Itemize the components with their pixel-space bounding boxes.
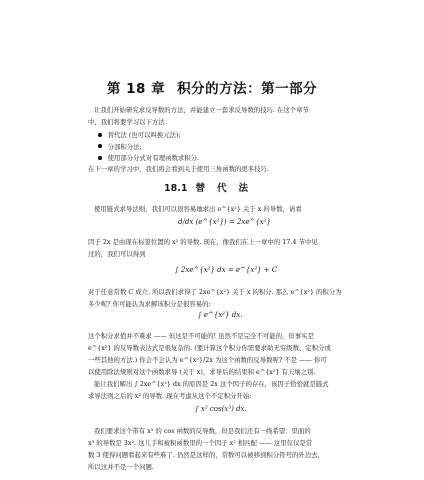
equation-3: ∫ e^{x²} dx. — [198, 311, 243, 319]
chapter-title: 积分的方法：第一部分 — [177, 81, 318, 97]
method-list — [98, 129, 348, 164]
bullet-icon — [98, 156, 102, 160]
intro-line-1: 让我们开始研究求反导数的方法，并能建立一套求反导数的技巧. 在这个章节 — [94, 106, 309, 114]
section-number: 18.1 — [164, 183, 188, 194]
equation-2: ∫ 2xe^{x²} dx = e^{x²} + C — [175, 266, 278, 274]
bullet-icon — [98, 133, 102, 137]
list-item: 使用部分分式对有理函数求积分. — [98, 152, 348, 164]
section-heading — [0, 180, 424, 194]
paragraph-2: 因子 2x 是由现在标签位置的 x² 的导数. 现在，像我们在上一章中的 17.4 节中见 过的，我们可以得到 — [88, 238, 318, 258]
bullet-icon — [98, 144, 102, 148]
list-item: 分部积分法; — [98, 141, 348, 153]
intro-closing: 在下一章的学习中，我们将会看到关于使用三角函数的更多技巧. — [88, 165, 269, 173]
chapter-number: 第 18 章 — [106, 81, 166, 97]
intro-line-2: 中，我们将要学习以下方法： — [88, 118, 172, 126]
list-item: 替代法 (也可以叫换元法); — [98, 129, 348, 141]
paragraph-1: 使用链式求导法则，我们可以很容易地求出 e^{x²} 关于 x 的导数，请看 — [94, 205, 302, 213]
equation-4: ∫ x² cos(x³) dx. — [195, 405, 247, 413]
paragraph-4: 这个积分求值并不难求 —— 但这是不可能的! 虽然不是完全不可能的，但事实是 e^{x²} 的反导数表达式是很复杂的. (要计算这个积分你需要求助无穷级数、定积分或 一些其他的方法.) 你会不会认为 e^{x²}/2x 为这个函数的反导数呢? 不是 —— 你可 以使用除法规则对这个函数求导 (关于 x)，求导后的结果和 e^{x²} 有天壤之别. 能让我们解出 ∫ 2xe^{x²} dx 的原因是 2x 这个因子的存在，该因子恰恰就是链式 求导法则之后的 x² 的导数. 现在考虑从这个不定积分开始: — [88, 332, 331, 400]
paragraph-5: 我们要求这个带有 x³ 的 cos 函数的反导数，但是我们还有一线希望：里面的 x³ 的导数是 3x². 这儿手和被积函数里的一个因子 x² 相匹配 —— 这里仅仅是常 数 3 使得问题看起来有些难了. 仍然是这样的，常数可以被移到积分符号的外边去， 所以这并不是一个问题. — [88, 427, 324, 471]
paragraph-3: 对于任意常数 C 成立. 所以我们求得了 2xe^{x²} 关于 x 的积分. 那么 e^{x²} 的积分为 多少呢? 你可能认为求解该积分是很容易的: — [88, 288, 342, 308]
equation-1: d/dx (e^{x²}) = 2xe^{x²} — [178, 218, 272, 226]
section-title: 替代法 — [195, 183, 260, 194]
intro-paragraph — [88, 104, 350, 128]
chapter-heading — [0, 77, 424, 97]
